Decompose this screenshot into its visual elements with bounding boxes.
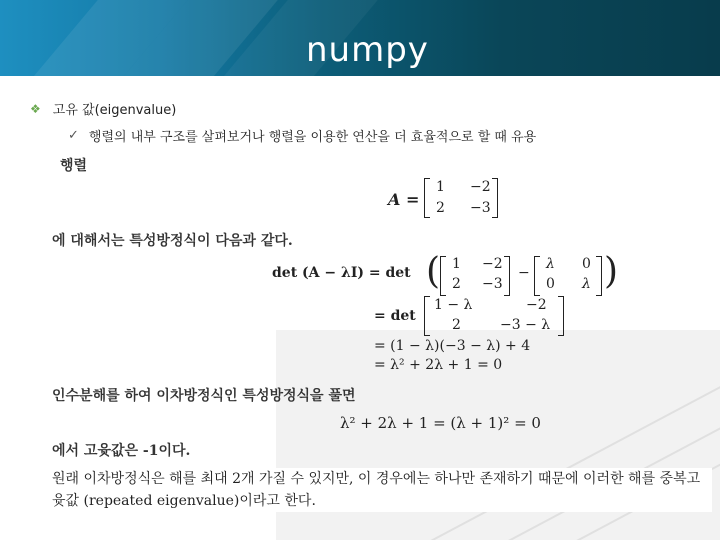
m1-a21: 2	[452, 276, 461, 292]
bullet-level1-text: 고유 값(eigenvalue)	[52, 103, 177, 118]
left-bracket	[424, 296, 430, 336]
repeated-eigenvalue-note: 원래 이차방정식은 해를 최대 2개 가질 수 있지만, 이 경우에는 하나만 존재하기 때문에 이러한 해를 중복고윳값 (repeated eigenvalue)이라고 한다.	[52, 468, 712, 512]
m1-a12: −2	[482, 256, 503, 272]
left-bracket	[440, 256, 446, 296]
outer-paren-open: (	[426, 251, 441, 292]
outer-paren-close: )	[604, 251, 619, 292]
left-bracket	[424, 178, 430, 218]
left-bracket	[534, 256, 540, 296]
det-line3: = (1 − λ)(−3 − λ) + 4	[374, 338, 531, 354]
right-bracket	[596, 256, 602, 296]
det-line1-lhs: det (A − λI) = det	[272, 265, 411, 281]
factor-equation: λ² + 2λ + 1 = (λ + 1)² = 0	[340, 414, 541, 432]
det-line4: = λ² + 2λ + 1 = 0	[374, 357, 503, 373]
lam-a11: λ	[546, 256, 555, 272]
matrix-a11: 1	[436, 179, 445, 195]
result-text: 에서 고윳값은 -1이다.	[52, 443, 191, 459]
checkmark-icon: ✓	[68, 128, 79, 143]
m2-a11: 1 − λ	[434, 297, 473, 313]
matrix-a12: −2	[470, 179, 491, 195]
m2-a21: 2	[452, 317, 461, 333]
m1-a11: 1	[452, 256, 461, 272]
right-bracket	[504, 256, 510, 296]
char-eq-intro: 에 대해서는 특성방정식이 다음과 같다.	[52, 233, 293, 249]
slide-title: numpy	[306, 30, 429, 70]
det-line2-lhs: = det	[374, 308, 416, 324]
title-banner	[0, 0, 720, 76]
matrix-a22: −3	[470, 200, 491, 216]
m2-a22: −3 − λ	[500, 317, 551, 333]
m2-a12: −2	[526, 297, 547, 313]
lam-a22: λ	[582, 276, 591, 292]
right-bracket	[558, 296, 564, 336]
m1-a22: −3	[482, 276, 503, 292]
bullet-level2-text: 행렬의 내부 구조를 살펴보거나 행렬을 이용한 연산을 더 효율적으로 할 때 유용	[88, 130, 537, 145]
matrix-label: 행렬	[60, 158, 88, 174]
diamond-bullet-icon: ❖	[30, 101, 41, 116]
bullet-level2	[68, 126, 536, 145]
factor-intro: 인수분해를 하여 이차방정식인 특성방정식을 풀면	[52, 388, 356, 404]
lam-a12: 0	[582, 256, 591, 272]
bullet-level1	[30, 99, 176, 118]
matrix-a21: 2	[436, 200, 445, 216]
matrix-name: A =	[388, 190, 420, 209]
right-bracket	[492, 178, 498, 218]
minus-sign: −	[518, 265, 530, 281]
lam-a21: 0	[546, 276, 555, 292]
